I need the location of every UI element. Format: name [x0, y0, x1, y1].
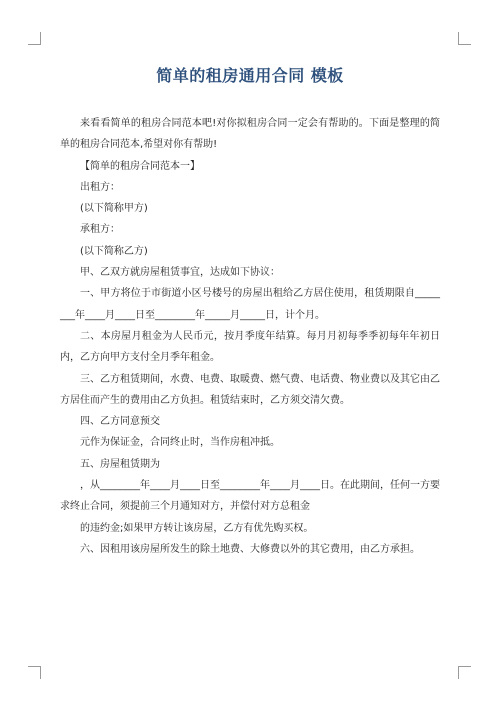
section-heading: 【简单的租房合同范本一】 — [80, 160, 200, 172]
document-body — [60, 113, 440, 560]
lessee-label: 承租方： — [80, 224, 120, 236]
crop-mark-top-left — [28, 32, 41, 45]
lessor-label: 出租方： — [80, 181, 120, 193]
clause-4: 四、乙方同意预交 — [80, 416, 160, 428]
lessee-alias: (以下简称乙方) — [80, 245, 148, 257]
crop-mark-bottom-left — [28, 666, 41, 679]
document-title: 简单的租房通用合同 模板 — [156, 66, 344, 85]
clause-2: 二、本房屋月租金为人民币元，按月季度年结算。每月月初每季季初每年年初日内，乙方向甲方支付全月季年租金。 — [60, 330, 440, 364]
intro-paragraph: 来看看简单的租房合同范本吧!对你拟租房合同一定会有帮助的。下面是整理的简单的租房合同范本,希望对你有帮助! — [60, 118, 440, 151]
clause-1: 一、甲方将位于市街道小区号楼号的房屋出租给乙方居住使用，租赁期限自_____ ___年____月____日至________年_____月_____日，计个月。 — [60, 288, 440, 321]
clause-5: 五、房屋租赁期为 — [80, 458, 160, 470]
clause-4-detail: 元作为保证金，合同终止时，当作房租冲抵。 — [80, 437, 280, 449]
agreement-intro: 甲、乙双方就房屋租赁事宜，达成如下协议： — [80, 267, 280, 279]
clause-6: 六、因租用该房屋所发生的除土地费、大修费以外的其它费用，由乙方承担。 — [80, 543, 420, 555]
clause-3: 三、乙方租赁期间，水费、电费、取暖费、燃气费、电话费、物业费以及其它由乙方居住而产生的费用由乙方负担。租赁结束时，乙方须交清欠费。 — [60, 373, 440, 406]
clause-5-detail: ，从________年____月____日至________年____月____日。在此期间，任何一方要求终止合同，须提前三个月通知对方，并偿付对方总租金 — [60, 480, 440, 513]
crop-mark-bottom-right — [458, 666, 471, 679]
clause-5-penalty: 的违约金;如果甲方转让该房屋，乙方有优先购买权。 — [80, 522, 314, 534]
crop-mark-top-right — [458, 32, 471, 45]
lessor-alias: (以下简称甲方) — [80, 203, 148, 215]
